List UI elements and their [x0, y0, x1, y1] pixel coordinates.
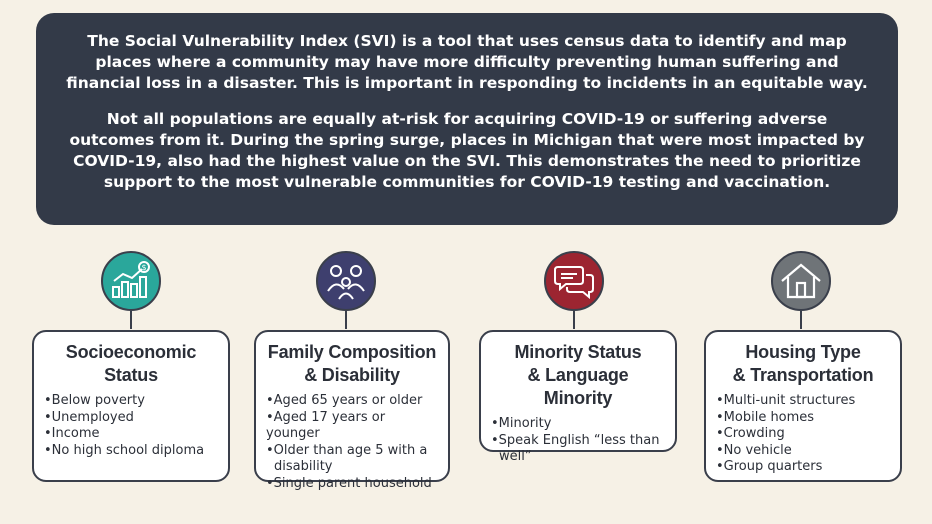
title-line-2: Status — [104, 365, 158, 385]
category-list — [44, 393, 218, 459]
list-item: •Mobile homes — [716, 409, 815, 425]
title-line-1: Minority Status — [514, 342, 642, 362]
title-line-2: & Disability — [304, 365, 400, 385]
svg-text:$: $ — [141, 263, 147, 272]
bar-chart-dollar-icon — [101, 251, 161, 311]
category-card-socioeconomic — [32, 330, 230, 482]
title-line-2: & Transportation — [732, 365, 874, 385]
title-line-1: Housing Type — [745, 342, 861, 362]
speech-bubbles-icon — [544, 251, 604, 311]
list-item: disability — [274, 459, 333, 474]
title-line-1: Family Composition — [267, 342, 437, 362]
list-item: •Older than age 5 with a — [266, 442, 428, 458]
category-list — [266, 393, 438, 492]
list-item: •Crowding — [716, 426, 785, 441]
list-item: •Single parent household — [266, 475, 432, 491]
list-item: •Minority — [491, 416, 552, 431]
family-icon — [316, 251, 376, 311]
category-title — [491, 341, 665, 410]
list-item: •Aged 65 years or older — [266, 393, 423, 408]
category-card-housing-type — [704, 330, 902, 482]
list-item: •No vehicle — [716, 442, 792, 458]
intro-banner — [36, 13, 898, 225]
category-title — [716, 341, 890, 387]
list-item: •Group quarters — [716, 459, 823, 474]
title-line-2: & Language Minority — [527, 365, 629, 408]
list-item: •Multi-unit structures — [716, 393, 856, 408]
category-title — [266, 341, 438, 387]
list-item: •Unemployed — [44, 409, 134, 425]
list-item: well” — [499, 449, 532, 464]
list-item: •Income — [44, 426, 100, 441]
category-title — [44, 341, 218, 387]
category-list — [716, 393, 890, 476]
category-card-family-composition — [254, 330, 450, 491]
list-item: •Aged 17 years or younger — [266, 409, 386, 441]
category-card-minority-status — [479, 330, 677, 464]
banner-paragraph-1: The Social Vulnerability Index (SVI) is a tool that uses census data to identify and map places where a community may have more difficulty preventing human suffering and financial loss in a disaster. This is important in responding to incidents in an equitable way. — [66, 32, 868, 92]
house-icon — [771, 251, 831, 311]
list-item: •Below poverty — [44, 393, 145, 408]
list-item: •No high school diploma — [44, 442, 205, 458]
category-list — [491, 416, 665, 466]
title-line-1: Socioeconomic — [65, 342, 197, 362]
banner-paragraph-2: Not all populations are equally at-risk for acquiring COVID-19 or suffering adverse outcomes from it. During the spring surge, places in Michigan that were most impacted by COVID-19, also had the highest value on the SVI. This demonstrates the need to prioritize support to the most vulnerable communities for COVID-19 testing and vaccination. — [69, 110, 865, 191]
list-item: •Speak English “less than — [491, 432, 660, 448]
